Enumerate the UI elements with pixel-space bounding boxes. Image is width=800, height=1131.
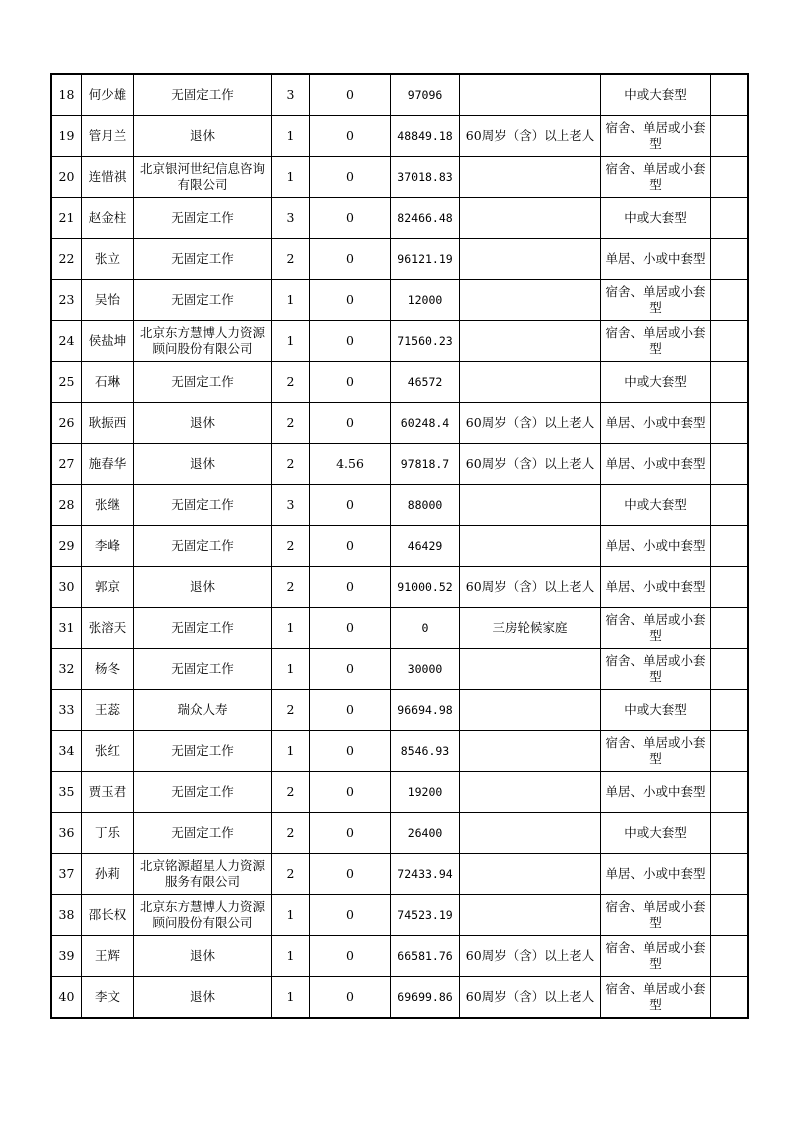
applicant-name-cell: 张立	[82, 239, 134, 280]
priority-category-cell: 60周岁（含）以上老人	[460, 403, 601, 444]
annual-income-cell: 71560.23	[391, 321, 460, 362]
work-unit-cell: 北京银河世纪信息咨询有限公司	[134, 157, 272, 198]
table-row	[51, 321, 748, 362]
annual-income-cell: 91000.52	[391, 567, 460, 608]
work-unit-cell: 无固定工作	[134, 280, 272, 321]
priority-category-cell	[460, 157, 601, 198]
household-size-cell: 1	[272, 157, 310, 198]
applicant-name-cell: 赵金柱	[82, 198, 134, 239]
household-size-cell: 2	[272, 854, 310, 895]
table-row	[51, 608, 748, 649]
work-unit-cell: 无固定工作	[134, 485, 272, 526]
work-unit-cell: 退休	[134, 567, 272, 608]
work-unit-cell: 无固定工作	[134, 608, 272, 649]
household-size-cell: 2	[272, 772, 310, 813]
household-size-cell: 2	[272, 567, 310, 608]
housing-area-cell: 4.56	[310, 444, 391, 485]
annual-income-cell: 74523.19	[391, 895, 460, 936]
row-number-cell: 27	[51, 444, 82, 485]
remark-cell	[711, 321, 749, 362]
applicant-name-cell: 王辉	[82, 936, 134, 977]
housing-type-cell: 中或大套型	[601, 198, 711, 239]
household-size-cell: 2	[272, 444, 310, 485]
remark-cell	[711, 772, 749, 813]
housing-area-cell: 0	[310, 977, 391, 1019]
priority-category-cell	[460, 485, 601, 526]
priority-category-cell	[460, 854, 601, 895]
applicant-name-cell: 李峰	[82, 526, 134, 567]
applicant-name-cell: 杨冬	[82, 649, 134, 690]
remark-cell	[711, 977, 749, 1019]
annual-income-cell: 0	[391, 608, 460, 649]
housing-type-cell: 宿舍、单居或小套型	[601, 116, 711, 157]
priority-category-cell	[460, 198, 601, 239]
household-size-cell: 1	[272, 936, 310, 977]
row-number-cell: 24	[51, 321, 82, 362]
work-unit-cell: 退休	[134, 977, 272, 1019]
work-unit-cell: 无固定工作	[134, 362, 272, 403]
annual-income-cell: 97096	[391, 74, 460, 116]
work-unit-cell: 无固定工作	[134, 649, 272, 690]
table-row	[51, 116, 748, 157]
remark-cell	[711, 280, 749, 321]
annual-income-cell: 19200	[391, 772, 460, 813]
work-unit-cell: 无固定工作	[134, 198, 272, 239]
remark-cell	[711, 895, 749, 936]
remark-cell	[711, 403, 749, 444]
housing-type-cell: 宿舍、单居或小套型	[601, 649, 711, 690]
household-size-cell: 2	[272, 403, 310, 444]
table-row	[51, 977, 748, 1019]
row-number-cell: 25	[51, 362, 82, 403]
priority-category-cell	[460, 772, 601, 813]
housing-area-cell: 0	[310, 239, 391, 280]
work-unit-cell: 北京东方慧博人力资源顾问股份有限公司	[134, 321, 272, 362]
remark-cell	[711, 649, 749, 690]
applicant-name-cell: 贾玉君	[82, 772, 134, 813]
applicant-name-cell: 李文	[82, 977, 134, 1019]
household-size-cell: 1	[272, 321, 310, 362]
household-size-cell: 1	[272, 895, 310, 936]
housing-type-cell: 中或大套型	[601, 362, 711, 403]
remark-cell	[711, 731, 749, 772]
remark-cell	[711, 198, 749, 239]
applicant-name-cell: 张红	[82, 731, 134, 772]
table-row	[51, 157, 748, 198]
housing-area-cell: 0	[310, 526, 391, 567]
priority-category-cell	[460, 239, 601, 280]
priority-category-cell	[460, 649, 601, 690]
row-number-cell: 31	[51, 608, 82, 649]
applicant-name-cell: 张溶天	[82, 608, 134, 649]
housing-type-cell: 单居、小或中套型	[601, 239, 711, 280]
applicant-name-cell: 郭京	[82, 567, 134, 608]
priority-category-cell: 60周岁（含）以上老人	[460, 977, 601, 1019]
table-row	[51, 444, 748, 485]
remark-cell	[711, 813, 749, 854]
applicant-name-cell: 丁乐	[82, 813, 134, 854]
housing-area-cell: 0	[310, 198, 391, 239]
housing-area-cell: 0	[310, 690, 391, 731]
annual-income-cell: 48849.18	[391, 116, 460, 157]
housing-area-cell: 0	[310, 895, 391, 936]
housing-type-cell: 单居、小或中套型	[601, 567, 711, 608]
housing-type-cell: 宿舍、单居或小套型	[601, 731, 711, 772]
priority-category-cell	[460, 895, 601, 936]
row-number-cell: 35	[51, 772, 82, 813]
household-size-cell: 2	[272, 239, 310, 280]
priority-category-cell	[460, 280, 601, 321]
work-unit-cell: 无固定工作	[134, 526, 272, 567]
household-size-cell: 3	[272, 198, 310, 239]
applicant-name-cell: 邵长权	[82, 895, 134, 936]
housing-type-cell: 宿舍、单居或小套型	[601, 157, 711, 198]
housing-type-cell: 宿舍、单居或小套型	[601, 280, 711, 321]
housing-area-cell: 0	[310, 649, 391, 690]
priority-category-cell	[460, 526, 601, 567]
work-unit-cell: 无固定工作	[134, 74, 272, 116]
housing-type-cell: 宿舍、单居或小套型	[601, 608, 711, 649]
applicant-name-cell: 连惜祺	[82, 157, 134, 198]
annual-income-cell: 8546.93	[391, 731, 460, 772]
applicant-name-cell: 王蕊	[82, 690, 134, 731]
row-number-cell: 33	[51, 690, 82, 731]
annual-income-cell: 72433.94	[391, 854, 460, 895]
household-size-cell: 1	[272, 731, 310, 772]
household-size-cell: 1	[272, 116, 310, 157]
row-number-cell: 32	[51, 649, 82, 690]
table-row	[51, 74, 748, 116]
annual-income-cell: 46429	[391, 526, 460, 567]
row-number-cell: 29	[51, 526, 82, 567]
remark-cell	[711, 567, 749, 608]
housing-type-cell: 宿舍、单居或小套型	[601, 936, 711, 977]
remark-cell	[711, 74, 749, 116]
housing-type-cell: 单居、小或中套型	[601, 854, 711, 895]
table-row	[51, 895, 748, 936]
housing-type-cell: 单居、小或中套型	[601, 772, 711, 813]
housing-area-cell: 0	[310, 280, 391, 321]
housing-type-cell: 宿舍、单居或小套型	[601, 321, 711, 362]
applicant-name-cell: 石琳	[82, 362, 134, 403]
annual-income-cell: 96121.19	[391, 239, 460, 280]
table-row	[51, 280, 748, 321]
row-number-cell: 26	[51, 403, 82, 444]
household-size-cell: 2	[272, 813, 310, 854]
remark-cell	[711, 239, 749, 280]
household-size-cell: 2	[272, 526, 310, 567]
housing-area-cell: 0	[310, 567, 391, 608]
table-row	[51, 239, 748, 280]
applicant-name-cell: 管月兰	[82, 116, 134, 157]
household-size-cell: 1	[272, 977, 310, 1019]
household-size-cell: 2	[272, 362, 310, 403]
housing-type-cell: 单居、小或中套型	[601, 526, 711, 567]
annual-income-cell: 96694.98	[391, 690, 460, 731]
housing-area-cell: 0	[310, 362, 391, 403]
remark-cell	[711, 157, 749, 198]
housing-area-cell: 0	[310, 485, 391, 526]
housing-type-cell: 中或大套型	[601, 813, 711, 854]
remark-cell	[711, 485, 749, 526]
priority-category-cell	[460, 74, 601, 116]
housing-area-cell: 0	[310, 321, 391, 362]
applicant-name-cell: 吴怡	[82, 280, 134, 321]
housing-type-cell: 宿舍、单居或小套型	[601, 895, 711, 936]
housing-area-cell: 0	[310, 74, 391, 116]
work-unit-cell: 无固定工作	[134, 772, 272, 813]
housing-area-cell: 0	[310, 936, 391, 977]
remark-cell	[711, 936, 749, 977]
work-unit-cell: 退休	[134, 444, 272, 485]
table-row	[51, 198, 748, 239]
applicant-name-cell: 施春华	[82, 444, 134, 485]
priority-category-cell: 三房轮候家庭	[460, 608, 601, 649]
remark-cell	[711, 690, 749, 731]
remark-cell	[711, 854, 749, 895]
remark-cell	[711, 608, 749, 649]
applicant-name-cell: 侯盐坤	[82, 321, 134, 362]
housing-area-cell: 0	[310, 731, 391, 772]
housing-area-cell: 0	[310, 157, 391, 198]
annual-income-cell: 69699.86	[391, 977, 460, 1019]
remark-cell	[711, 444, 749, 485]
household-size-cell: 1	[272, 649, 310, 690]
household-size-cell: 3	[272, 74, 310, 116]
table-row	[51, 690, 748, 731]
annual-income-cell: 30000	[391, 649, 460, 690]
work-unit-cell: 无固定工作	[134, 731, 272, 772]
table-row	[51, 936, 748, 977]
row-number-cell: 36	[51, 813, 82, 854]
housing-type-cell: 单居、小或中套型	[601, 444, 711, 485]
remark-cell	[711, 526, 749, 567]
applicant-name-cell: 张继	[82, 485, 134, 526]
row-number-cell: 21	[51, 198, 82, 239]
annual-income-cell: 60248.4	[391, 403, 460, 444]
priority-category-cell	[460, 362, 601, 403]
housing-type-cell: 单居、小或中套型	[601, 403, 711, 444]
row-number-cell: 20	[51, 157, 82, 198]
row-number-cell: 23	[51, 280, 82, 321]
remark-cell	[711, 116, 749, 157]
work-unit-cell: 北京东方慧博人力资源顾问股份有限公司	[134, 895, 272, 936]
applicant-name-cell: 何少雄	[82, 74, 134, 116]
priority-category-cell: 60周岁（含）以上老人	[460, 444, 601, 485]
household-size-cell: 2	[272, 690, 310, 731]
housing-area-cell: 0	[310, 854, 391, 895]
table-row	[51, 649, 748, 690]
priority-category-cell: 60周岁（含）以上老人	[460, 567, 601, 608]
table-row	[51, 854, 748, 895]
annual-income-cell: 82466.48	[391, 198, 460, 239]
housing-area-cell: 0	[310, 813, 391, 854]
table-row	[51, 526, 748, 567]
housing-area-cell: 0	[310, 772, 391, 813]
annual-income-cell: 46572	[391, 362, 460, 403]
priority-category-cell: 60周岁（含）以上老人	[460, 116, 601, 157]
housing-area-cell: 0	[310, 403, 391, 444]
row-number-cell: 19	[51, 116, 82, 157]
table-row	[51, 567, 748, 608]
annual-income-cell: 88000	[391, 485, 460, 526]
housing-type-cell: 中或大套型	[601, 690, 711, 731]
row-number-cell: 37	[51, 854, 82, 895]
household-size-cell: 1	[272, 608, 310, 649]
row-number-cell: 39	[51, 936, 82, 977]
work-unit-cell: 北京铭源超星人力资源服务有限公司	[134, 854, 272, 895]
table-row	[51, 731, 748, 772]
housing-area-cell: 0	[310, 608, 391, 649]
priority-category-cell	[460, 813, 601, 854]
table-row	[51, 813, 748, 854]
housing-area-cell: 0	[310, 116, 391, 157]
table-row	[51, 403, 748, 444]
applicant-name-cell: 孙莉	[82, 854, 134, 895]
annual-income-cell: 12000	[391, 280, 460, 321]
row-number-cell: 18	[51, 74, 82, 116]
table-row	[51, 485, 748, 526]
table-body	[51, 74, 748, 1018]
remark-cell	[711, 362, 749, 403]
work-unit-cell: 无固定工作	[134, 239, 272, 280]
priority-category-cell	[460, 731, 601, 772]
household-size-cell: 3	[272, 485, 310, 526]
row-number-cell: 30	[51, 567, 82, 608]
annual-income-cell: 37018.83	[391, 157, 460, 198]
work-unit-cell: 退休	[134, 116, 272, 157]
row-number-cell: 38	[51, 895, 82, 936]
household-size-cell: 1	[272, 280, 310, 321]
row-number-cell: 28	[51, 485, 82, 526]
row-number-cell: 22	[51, 239, 82, 280]
work-unit-cell: 无固定工作	[134, 813, 272, 854]
row-number-cell: 40	[51, 977, 82, 1019]
table-row	[51, 362, 748, 403]
priority-category-cell: 60周岁（含）以上老人	[460, 936, 601, 977]
work-unit-cell: 退休	[134, 403, 272, 444]
housing-type-cell: 中或大套型	[601, 485, 711, 526]
annual-income-cell: 26400	[391, 813, 460, 854]
work-unit-cell: 瑞众人寿	[134, 690, 272, 731]
applicant-name-cell: 耿振西	[82, 403, 134, 444]
table-row	[51, 772, 748, 813]
work-unit-cell: 退休	[134, 936, 272, 977]
priority-category-cell	[460, 321, 601, 362]
row-number-cell: 34	[51, 731, 82, 772]
applicant-table	[50, 73, 749, 1019]
priority-category-cell	[460, 690, 601, 731]
annual-income-cell: 66581.76	[391, 936, 460, 977]
housing-type-cell: 中或大套型	[601, 74, 711, 116]
housing-type-cell: 宿舍、单居或小套型	[601, 977, 711, 1019]
annual-income-cell: 97818.7	[391, 444, 460, 485]
